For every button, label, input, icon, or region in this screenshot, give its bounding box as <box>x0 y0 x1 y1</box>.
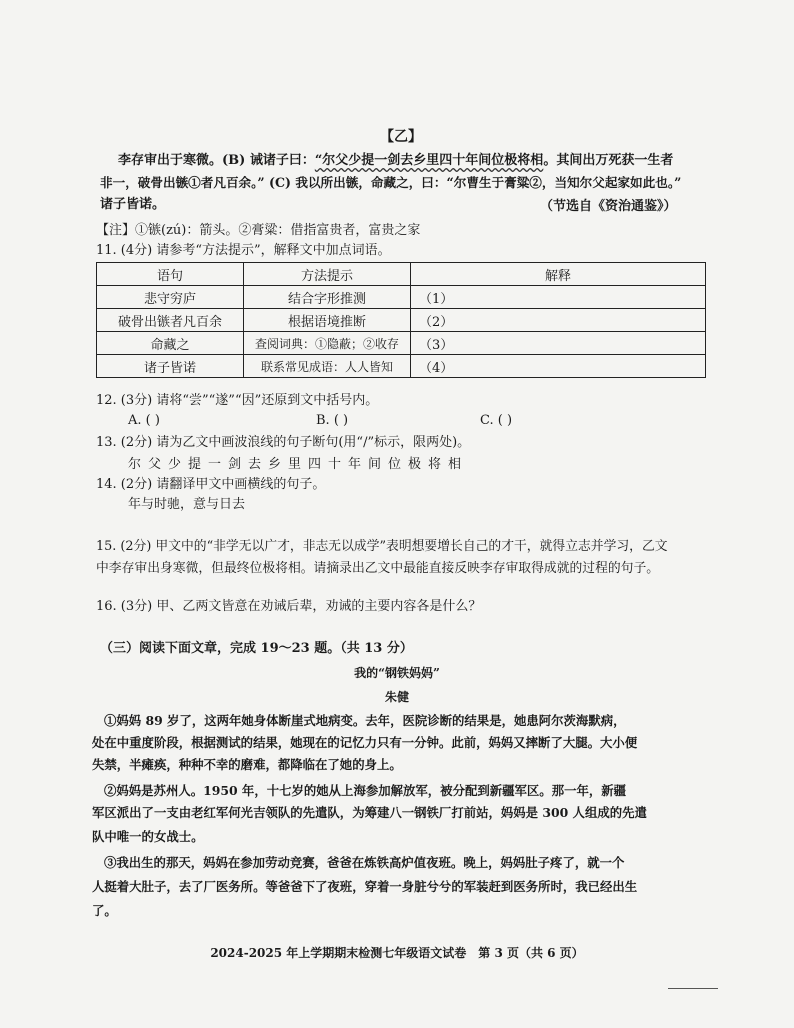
section-3-heading: （三）阅读下面文章，完成 19～23 题。（共 13 分） <box>100 641 413 656</box>
row-answer[interactable]: （2） <box>411 309 706 332</box>
yi-paragraph-line-3: 诸子皆诺。 <box>100 197 166 212</box>
source-citation: （节选自《资治通鉴》） <box>540 199 677 214</box>
yi-text-b: 。其间出万死获一生者 <box>543 153 674 168</box>
sentence-to-punctuate[interactable]: 尔父少提一剑去乡里四十年间位极将相 <box>128 457 469 472</box>
article-p2-line-3: 队中唯一的女战士。 <box>92 829 204 844</box>
section-heading-yi: 【乙】 <box>380 129 422 145</box>
page-footer: 2024-2025 年上学期期末检测七年级语文试卷 第 3 页（共 6 页） <box>210 946 584 960</box>
annotation-note: 【注】①镞(zú)：箭头。②膏粱：借指富贵者，富贵之家 <box>96 223 421 238</box>
table-row <box>97 286 706 309</box>
answer-blank-a[interactable]: A. ( ) <box>128 413 160 428</box>
article-p3-line-3: 了。 <box>92 903 117 918</box>
table-row <box>97 309 706 332</box>
article-p2-line-2: 军区派出了一支由老红军何光吉领队的先遣队，为筹建八一钢铁厂打前站，妈妈是 300 人组成的先遣 <box>92 805 647 820</box>
sentence-to-translate: 年与时驰，意与日去 <box>128 497 246 512</box>
table-header-row <box>97 263 706 286</box>
table-row <box>97 355 706 378</box>
answer-blank-c[interactable]: C. ( ) <box>480 413 513 428</box>
question-15-line-1: 15. (2分) 甲文中的“非学无以广才，非志无以成学”表明想要增长自己的才干，就得立志并学习，乙文 <box>96 539 668 554</box>
row-phrase: 悲守穷庐 <box>97 286 244 309</box>
article-p3-line-2: 人挺着大肚子，去了厂医务所。等爸爸下了夜班，穿着一身脏兮兮的军装赶到医务所时，我已经出生 <box>92 879 638 894</box>
article-p1-line-2: 处在中重度阶段，根据测试的结果，她现在的记忆力只有一分钟。此前，妈妈又摔断了大腿。大小便 <box>92 735 638 750</box>
answer-blank-b[interactable]: B. ( ) <box>316 413 349 428</box>
article-p3-line-1: ③我出生的那天，妈妈在参加劳动竞赛，爸爸在炼铁高炉值夜班。晚上，妈妈肚子疼了，就一个 <box>104 855 625 870</box>
question-14: 14. (2分) 请翻译甲文中画横线的句子。 <box>96 477 326 492</box>
corner-rule <box>668 988 718 989</box>
row-hint: 查阅词典：①隐蔽；②收存 <box>244 332 411 355</box>
method-table <box>96 262 706 378</box>
question-12: 12. (3分) 请将“尝”“遂”“因”还原到文中括号内。 <box>96 393 379 408</box>
article-p1-line-1: ①妈妈 89 岁了，这两年她身体断崖式地病变。去年，医院诊断的结果是，她患阿尔茨海默病， <box>104 713 626 728</box>
article-p2-line-1: ②妈妈是苏州人。1950 年，十七岁的她从上海参加解放军，被分配到新疆军区。那一年，新疆 <box>104 783 627 798</box>
question-15-line-2: 中李存审出身寒微，但最终位极将相。请摘录出乙文中最能直接反映李存审取得成就的过程的句子。 <box>96 561 660 576</box>
question-13: 13. (2分) 请为乙文中画波浪线的句子断句(用“/”标示，限两处)。 <box>96 435 471 450</box>
table-row <box>97 332 706 355</box>
question-11: 11. (4分) 请参考“方法提示”，解释文中加点词语。 <box>96 243 391 258</box>
row-phrase: 破骨出镞者凡百余 <box>97 309 244 332</box>
yi-paragraph-line-2: 非一，破骨出镞①者凡百余。” (C) 我以所出镞，命藏之，曰：“尔曹生于膏粱②，当知尔父起家如此也。” <box>100 175 682 190</box>
article-p1-line-3: 失禁，半瘫痪，种种不幸的磨难，都降临在了她的身上。 <box>92 757 402 772</box>
row-answer[interactable]: （3） <box>411 332 706 355</box>
article-title: 我的“钢铁妈妈” <box>354 666 440 680</box>
question-16: 16. (3分) 甲、乙两文皆意在劝诫后辈，劝诫的主要内容各是什么？ <box>96 599 482 614</box>
article-author: 朱健 <box>384 690 409 704</box>
wavy-underlined-sentence: “尔父少提一剑去乡里四十年间位极将相 <box>314 153 544 168</box>
row-hint: 结合字形推测 <box>244 286 411 309</box>
row-phrase: 诸子皆诺 <box>97 355 244 378</box>
header-hint: 方法提示 <box>244 263 411 286</box>
header-answer: 解释 <box>411 263 706 286</box>
header-phrase: 语句 <box>97 263 244 286</box>
row-answer[interactable]: （1） <box>411 286 706 309</box>
row-hint: 联系常见成语：人人皆知 <box>244 355 411 378</box>
row-answer[interactable]: （4） <box>411 355 706 378</box>
yi-paragraph-line-1 <box>118 152 673 170</box>
row-hint: 根据语境推断 <box>244 309 411 332</box>
yi-text-a: 李存审出于寒微。(B) 诫诸子曰： <box>118 153 315 168</box>
row-phrase: 命藏之 <box>97 332 244 355</box>
